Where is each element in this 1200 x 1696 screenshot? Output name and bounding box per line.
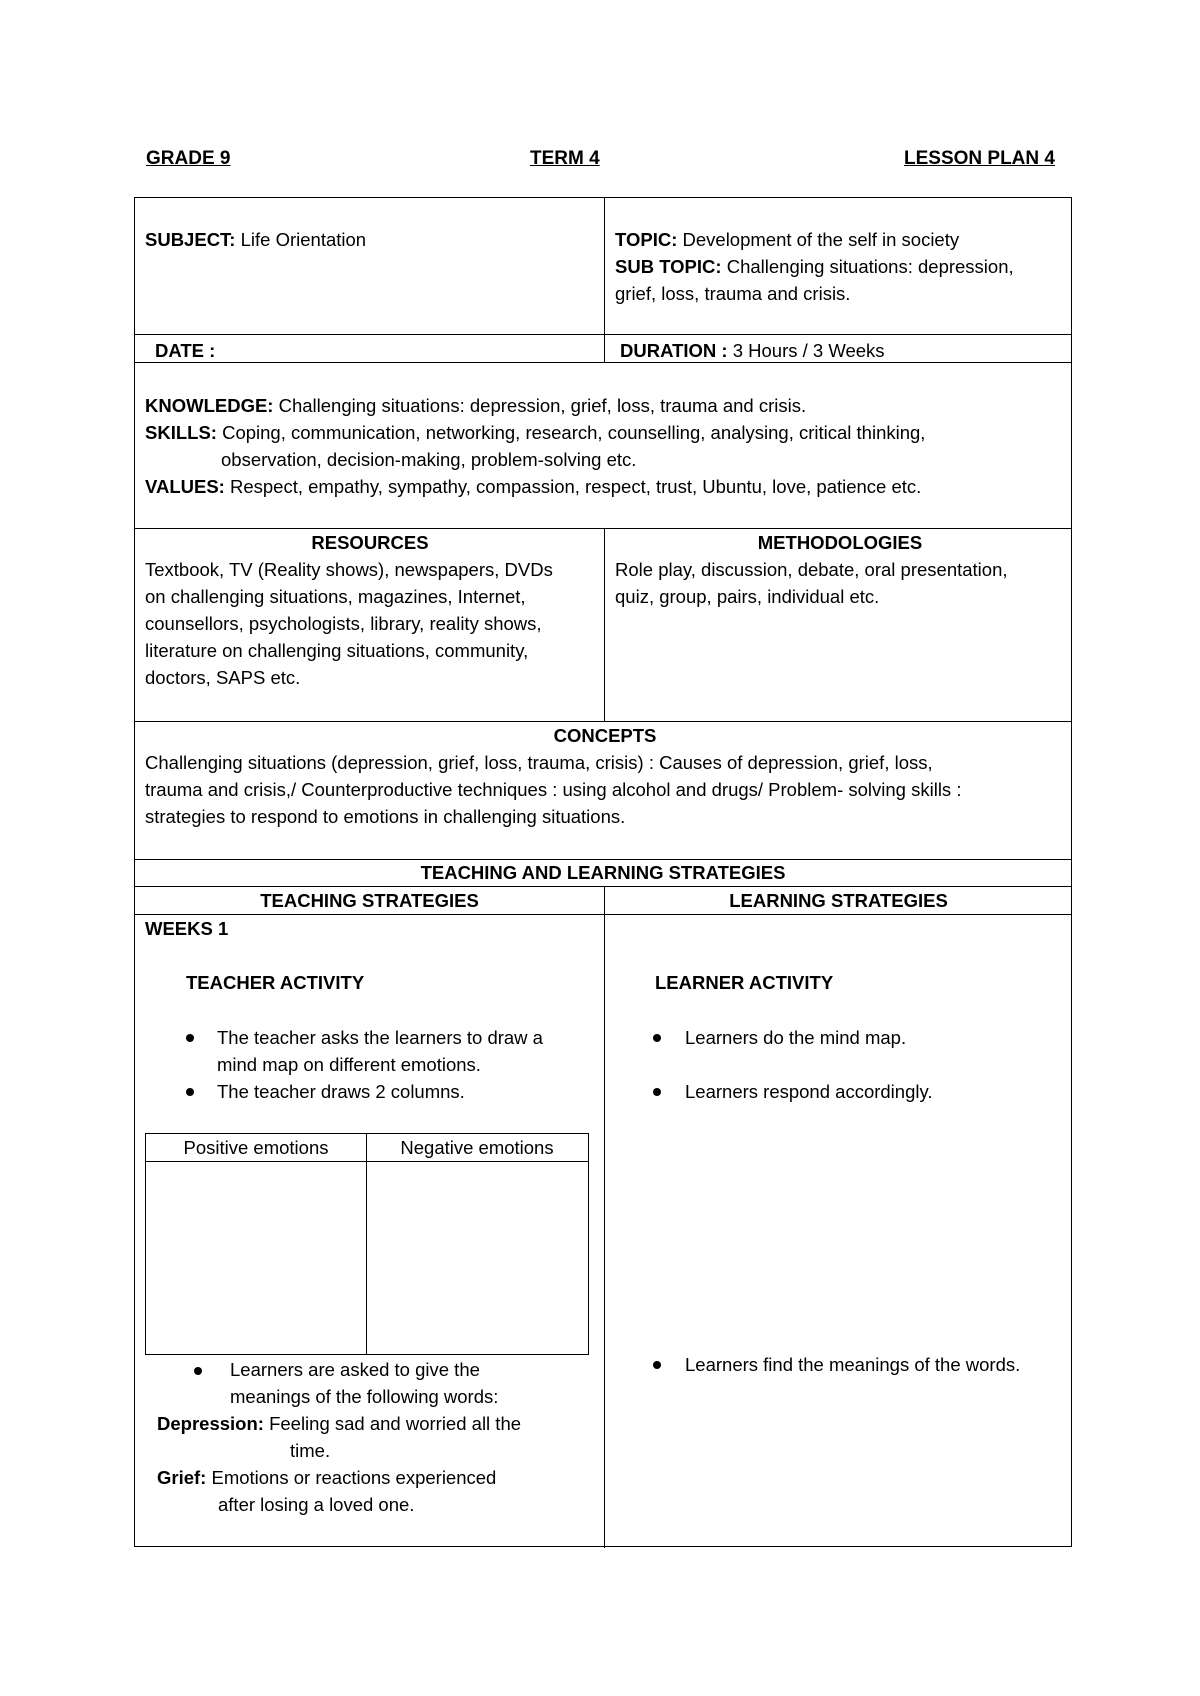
week-label: WEEKS 1 xyxy=(145,918,229,939)
skills-label: SKILLS: xyxy=(145,422,217,443)
teacher-activity-heading: TEACHER ACTIVITY xyxy=(186,972,365,993)
resources-line: literature on challenging situations, community, xyxy=(145,640,529,661)
bullet-icon xyxy=(653,1034,661,1042)
teacher-bullet-2: The teacher draws 2 columns. xyxy=(217,1081,465,1102)
resources-line: on challenging situations, magazines, Internet, xyxy=(145,586,526,607)
knowledge-value: Challenging situations: depression, grief, loss, trauma and crisis. xyxy=(278,395,807,416)
concepts-heading: CONCEPTS xyxy=(553,725,657,746)
teaching-strategies-heading-cell xyxy=(135,887,604,914)
topic-value: Development of the self in society xyxy=(682,229,960,250)
topic-cell xyxy=(615,226,1065,307)
learner-bullet-2: Learners respond accordingly. xyxy=(685,1081,933,1102)
subject-value: Life Orientation xyxy=(240,229,367,250)
knowledge-skills-values-cell xyxy=(145,392,1065,500)
teacher-bullet-1: The teacher asks the learners to draw a mind map on different emotions. xyxy=(217,1027,543,1075)
bullet-icon xyxy=(186,1088,194,1096)
learners-asked-bullet: Learners are asked to give the meanings of the following words: xyxy=(230,1359,499,1407)
learner-bullet-3: Learners find the meanings of the words. xyxy=(685,1354,1021,1375)
depression-definition: Depression: Feeling sad and worried all the time. xyxy=(157,1413,522,1461)
grief-definition: Grief: Emotions or reactions experienced after losing a loved one. xyxy=(157,1467,497,1515)
learning-strategies-heading: LEARNING STRATEGIES xyxy=(729,890,948,911)
knowledge-label: KNOWLEDGE: xyxy=(145,395,274,416)
learning-strategies-heading-cell xyxy=(604,887,1073,914)
resources-line: doctors, SAPS etc. xyxy=(145,667,301,688)
depression-term: Depression: xyxy=(157,1413,264,1434)
strategies-heading-cell xyxy=(135,859,1071,886)
grade-heading: GRADE 9 xyxy=(146,148,231,169)
duration-cell xyxy=(620,337,885,364)
concepts-cell xyxy=(145,722,1065,830)
skills-value-cont: observation, decision-making, problem-solving etc. xyxy=(221,449,637,470)
values-value: Respect, empathy, sympathy, compassion, respect, trust, Ubuntu, love, patience etc. xyxy=(229,476,922,497)
sub-topic-value: Challenging situations: depression, xyxy=(726,256,1014,277)
concepts-line: Challenging situations (depression, grief, loss, trauma, crisis) : Causes of depression, grief, loss, xyxy=(145,752,933,773)
learner-bullet-1: Learners do the mind map. xyxy=(685,1027,907,1048)
methodologies-line: quiz, group, pairs, individual etc. xyxy=(615,586,880,607)
grief-term: Grief: xyxy=(157,1467,207,1488)
duration-label: DURATION : xyxy=(620,340,728,361)
skills-value: Coping, communication, networking, research, counselling, analysing, critical thinking, xyxy=(222,422,926,443)
resources-heading: RESOURCES xyxy=(311,532,429,553)
concepts-line: strategies to respond to emotions in challenging situations. xyxy=(145,806,626,827)
lesson-plan-heading: LESSON PLAN 4 xyxy=(904,148,1055,169)
subject-cell xyxy=(145,226,366,253)
sub-topic-value-cont: grief, loss, trauma and crisis. xyxy=(615,283,851,304)
bullet-icon xyxy=(653,1088,661,1096)
resources-cell xyxy=(145,529,595,691)
learner-activity-heading: LEARNER ACTIVITY xyxy=(655,972,834,993)
positive-emotions-header: Positive emotions xyxy=(183,1137,329,1158)
date-label: DATE : xyxy=(155,340,216,361)
negative-emotions-header: Negative emotions xyxy=(400,1137,554,1158)
subject-label: SUBJECT: xyxy=(145,229,236,250)
methodologies-line: Role play, discussion, debate, oral presentation, xyxy=(615,559,1008,580)
term-heading: TERM 4 xyxy=(530,148,600,169)
duration-value: 3 Hours / 3 Weeks xyxy=(732,340,885,361)
topic-label: TOPIC: xyxy=(615,229,678,250)
lesson-plan-table xyxy=(134,197,1072,1547)
values-label: VALUES: xyxy=(145,476,225,497)
teaching-strategies-heading: TEACHING STRATEGIES xyxy=(260,890,479,911)
strategies-heading: TEACHING AND LEARNING STRATEGIES xyxy=(420,862,786,883)
sub-topic-label: SUB TOPIC: xyxy=(615,256,722,277)
date-cell xyxy=(155,337,215,364)
methodologies-cell xyxy=(615,529,1065,610)
bullet-icon xyxy=(653,1361,661,1369)
concepts-line: trauma and crisis,/ Counterproductive techniques : using alcohol and drugs/ Problem- solving skills : xyxy=(145,779,962,800)
emotions-table xyxy=(145,1133,589,1355)
bullet-icon xyxy=(194,1367,202,1375)
resources-line: Textbook, TV (Reality shows), newspapers, DVDs xyxy=(145,559,553,580)
methodologies-heading: METHODOLOGIES xyxy=(757,532,923,553)
bullet-icon xyxy=(186,1034,194,1042)
resources-line: counsellors, psychologists, library, reality shows, xyxy=(145,613,542,634)
